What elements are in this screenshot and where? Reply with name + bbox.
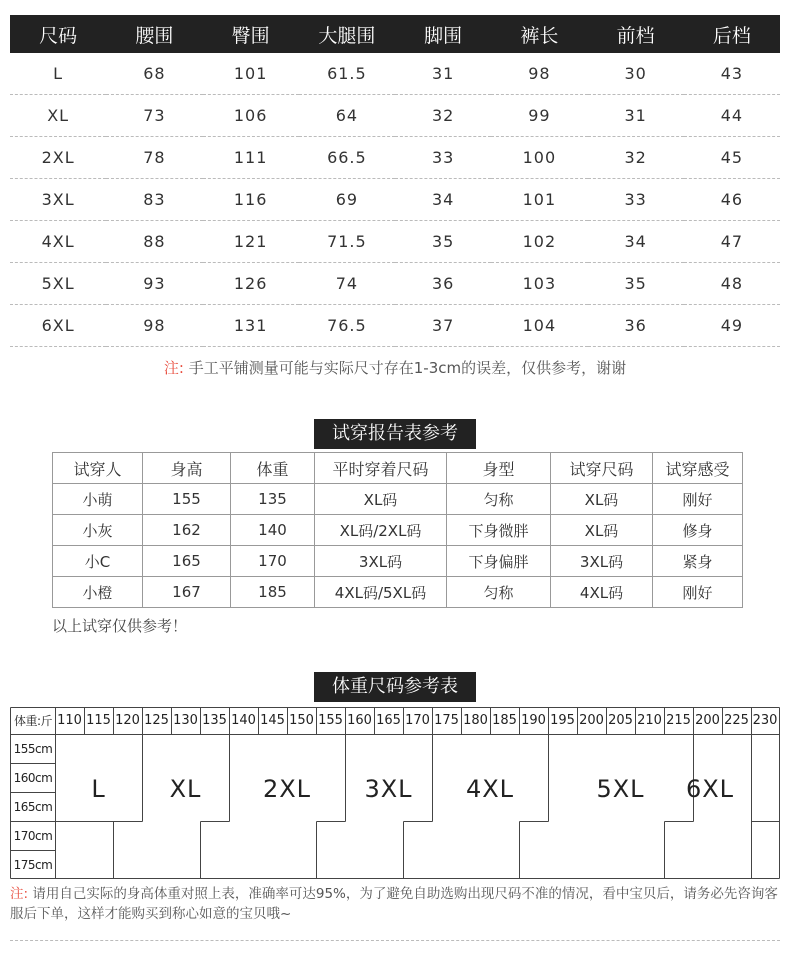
weight-header-cell: 120 [115, 713, 140, 728]
size-cell: 126 [203, 263, 299, 305]
height-row-label: 175cm [13, 858, 53, 872]
size-cell: 83 [106, 179, 202, 221]
weight-header-cell: 155 [318, 713, 343, 728]
size-cell: 43 [684, 53, 780, 95]
tryon-cell: XL码 [551, 515, 653, 546]
size-cell: 49 [684, 305, 780, 347]
height-row-label: 170cm [13, 829, 53, 843]
size-row [10, 95, 780, 137]
size-cell: 116 [203, 179, 299, 221]
size-cell: 31 [588, 95, 684, 137]
size-note-label: 注: [163, 359, 184, 377]
weight-header-cell: 205 [608, 713, 633, 728]
tryon-table [52, 452, 743, 608]
tryon-cell: 165 [143, 546, 231, 577]
size-cell: 6XL [10, 305, 106, 347]
size-table [10, 15, 780, 347]
size-cell: 121 [203, 221, 299, 263]
size-cell: 98 [491, 53, 587, 95]
weight-header-cell: 215 [666, 713, 691, 728]
weight-header-cell: 110 [57, 713, 82, 728]
size-cell: 102 [491, 221, 587, 263]
size-cell: 69 [299, 179, 395, 221]
size-cell: 88 [106, 221, 202, 263]
bottom-note [10, 884, 782, 924]
size-row [10, 179, 780, 221]
height-row-label: 165cm [13, 800, 53, 814]
size-note [0, 357, 790, 378]
weight-header-cell: 180 [463, 713, 488, 728]
tryon-title: 试穿报告表参考 [314, 419, 476, 449]
tryon-cell: 刚好 [653, 577, 743, 608]
tryon-cell: 小灰 [53, 515, 143, 546]
weight-header-cell: 140 [231, 713, 256, 728]
size-cell: 111 [203, 137, 299, 179]
tryon-cell: 4XL码/5XL码 [315, 577, 447, 608]
size-cell: 31 [395, 53, 491, 95]
size-cell: 78 [106, 137, 202, 179]
size-cell: 66.5 [299, 137, 395, 179]
size-cell: 61.5 [299, 53, 395, 95]
tryon-col-header: 平时穿着尺码 [315, 453, 447, 484]
tryon-header-row [53, 453, 743, 484]
weight-header-cell: 115 [86, 713, 111, 728]
size-col-header: 后档 [684, 15, 780, 53]
size-col-header: 裤长 [491, 15, 587, 53]
size-row [10, 221, 780, 263]
size-block-label: 2XL [262, 775, 312, 803]
tryon-cell: XL码/2XL码 [315, 515, 447, 546]
weight-header-cell: 175 [434, 713, 459, 728]
bottom-note-label: 注: [10, 886, 29, 902]
weight-header-cell: 160 [347, 713, 372, 728]
size-cell: 74 [299, 263, 395, 305]
size-cell: 93 [106, 263, 202, 305]
size-row [10, 137, 780, 179]
size-block-label: 6XL [685, 775, 735, 803]
tryon-row [53, 515, 743, 546]
weight-table-title: 体重尺码参考表 [314, 672, 476, 702]
tryon-cell: 170 [231, 546, 315, 577]
size-col-header: 尺码 [10, 15, 106, 53]
size-cell: L [10, 53, 106, 95]
weight-header-cell: 190 [521, 713, 546, 728]
size-cell: 103 [491, 263, 587, 305]
tryon-row [53, 546, 743, 577]
size-cell: 48 [684, 263, 780, 305]
size-cell: 35 [588, 263, 684, 305]
tryon-col-header: 身型 [447, 453, 551, 484]
size-row [10, 305, 780, 347]
size-cell: 33 [588, 179, 684, 221]
weight-header-cell: 230 [752, 713, 778, 728]
weight-header-cell: 200 [695, 713, 720, 728]
size-table-body [10, 53, 780, 347]
tryon-col-header: 体重 [231, 453, 315, 484]
weight-header-cell: 165 [376, 713, 401, 728]
size-cell: 104 [491, 305, 587, 347]
size-col-header: 脚围 [395, 15, 491, 53]
size-table-header-row [10, 15, 780, 53]
weight-corner-label: 体重:斤 [13, 714, 53, 728]
tryon-cell: 162 [143, 515, 231, 546]
tryon-cell: 小C [53, 546, 143, 577]
size-cell: 37 [395, 305, 491, 347]
size-cell: 35 [395, 221, 491, 263]
tryon-cell: 紧身 [653, 546, 743, 577]
size-block-label: XL [169, 775, 202, 803]
size-cell: 106 [203, 95, 299, 137]
tryon-cell: 155 [143, 484, 231, 515]
size-block-label: 5XL [596, 775, 645, 803]
tryon-cell: 下身微胖 [447, 515, 551, 546]
weight-header-cell: 145 [260, 713, 285, 728]
size-block-label: 3XL [364, 775, 413, 803]
tryon-cell: 匀称 [447, 577, 551, 608]
size-cell: 45 [684, 137, 780, 179]
weight-header-cell: 170 [405, 713, 430, 728]
size-cell: 44 [684, 95, 780, 137]
size-cell: XL [10, 95, 106, 137]
size-cell: 131 [203, 305, 299, 347]
tryon-cell: 4XL码 [551, 577, 653, 608]
weight-header-cell: 130 [173, 713, 198, 728]
size-cell: 71.5 [299, 221, 395, 263]
tryon-cell: 185 [231, 577, 315, 608]
size-note-text: 手工平铺测量可能与实际尺寸存在1-3cm的误差，仅供参考，谢谢 [188, 359, 627, 377]
size-cell: 5XL [10, 263, 106, 305]
tryon-body [53, 484, 743, 608]
size-cell: 3XL [10, 179, 106, 221]
tryon-row [53, 577, 743, 608]
tryon-cell: 下身偏胖 [447, 546, 551, 577]
size-col-header: 臀围 [203, 15, 299, 53]
tryon-col-header: 试穿尺码 [551, 453, 653, 484]
size-cell: 64 [299, 95, 395, 137]
tryon-cell: XL码 [551, 484, 653, 515]
tryon-cell: 匀称 [447, 484, 551, 515]
tryon-cell: 小萌 [53, 484, 143, 515]
size-block-label: 4XL [465, 775, 515, 803]
size-row [10, 53, 780, 95]
weight-size-grid [10, 707, 780, 879]
size-col-header: 大腿围 [299, 15, 395, 53]
size-cell: 101 [203, 53, 299, 95]
weight-header-cell: 135 [202, 713, 227, 728]
size-cell: 4XL [10, 221, 106, 263]
weight-header-cell: 125 [144, 713, 169, 728]
tryon-cell: 小橙 [53, 577, 143, 608]
size-cell: 2XL [10, 137, 106, 179]
size-cell: 33 [395, 137, 491, 179]
height-row-label: 160cm [13, 771, 53, 785]
tryon-cell: 刚好 [653, 484, 743, 515]
tryon-col-header: 试穿感受 [653, 453, 743, 484]
size-col-header: 腰围 [106, 15, 202, 53]
size-cell: 46 [684, 179, 780, 221]
tryon-cell: 167 [143, 577, 231, 608]
tryon-cell: XL码 [315, 484, 447, 515]
size-cell: 34 [588, 221, 684, 263]
weight-header-cell: 150 [289, 713, 314, 728]
size-cell: 99 [491, 95, 587, 137]
size-cell: 100 [491, 137, 587, 179]
bottom-note-text: 请用自己实际的身高体重对照上表，准确率可达95%，为了避免自助选购出现尺码不准的情况，看中宝贝后，请务必先咨询客服后下单，这样才能购买到称心如意的宝贝哦~ [10, 886, 778, 922]
size-row [10, 263, 780, 305]
tryon-note: 以上试穿仅供参考！ [52, 617, 188, 635]
tryon-cell: 140 [231, 515, 315, 546]
size-cell: 32 [395, 95, 491, 137]
size-block-label: L [91, 775, 106, 803]
tryon-col-header: 身高 [143, 453, 231, 484]
tryon-row [53, 484, 743, 515]
size-cell: 32 [588, 137, 684, 179]
size-cell: 47 [684, 221, 780, 263]
size-cell: 101 [491, 179, 587, 221]
size-cell: 73 [106, 95, 202, 137]
height-row-label: 155cm [13, 742, 53, 756]
weight-header-cell: 210 [637, 713, 662, 728]
size-cell: 76.5 [299, 305, 395, 347]
tryon-cell: 修身 [653, 515, 743, 546]
size-cell: 34 [395, 179, 491, 221]
size-cell: 30 [588, 53, 684, 95]
tryon-cell: 3XL码 [315, 546, 447, 577]
weight-header-cell: 195 [550, 713, 575, 728]
tryon-cell: 3XL码 [551, 546, 653, 577]
size-cell: 36 [588, 305, 684, 347]
weight-header-cell: 225 [724, 713, 749, 728]
tryon-col-header: 试穿人 [53, 453, 143, 484]
size-cell: 98 [106, 305, 202, 347]
bottom-divider [10, 940, 780, 941]
weight-header-cell: 185 [492, 713, 517, 728]
tryon-cell: 135 [231, 484, 315, 515]
weight-header-cell: 200 [579, 713, 604, 728]
size-cell: 68 [106, 53, 202, 95]
size-cell: 36 [395, 263, 491, 305]
size-col-header: 前档 [588, 15, 684, 53]
